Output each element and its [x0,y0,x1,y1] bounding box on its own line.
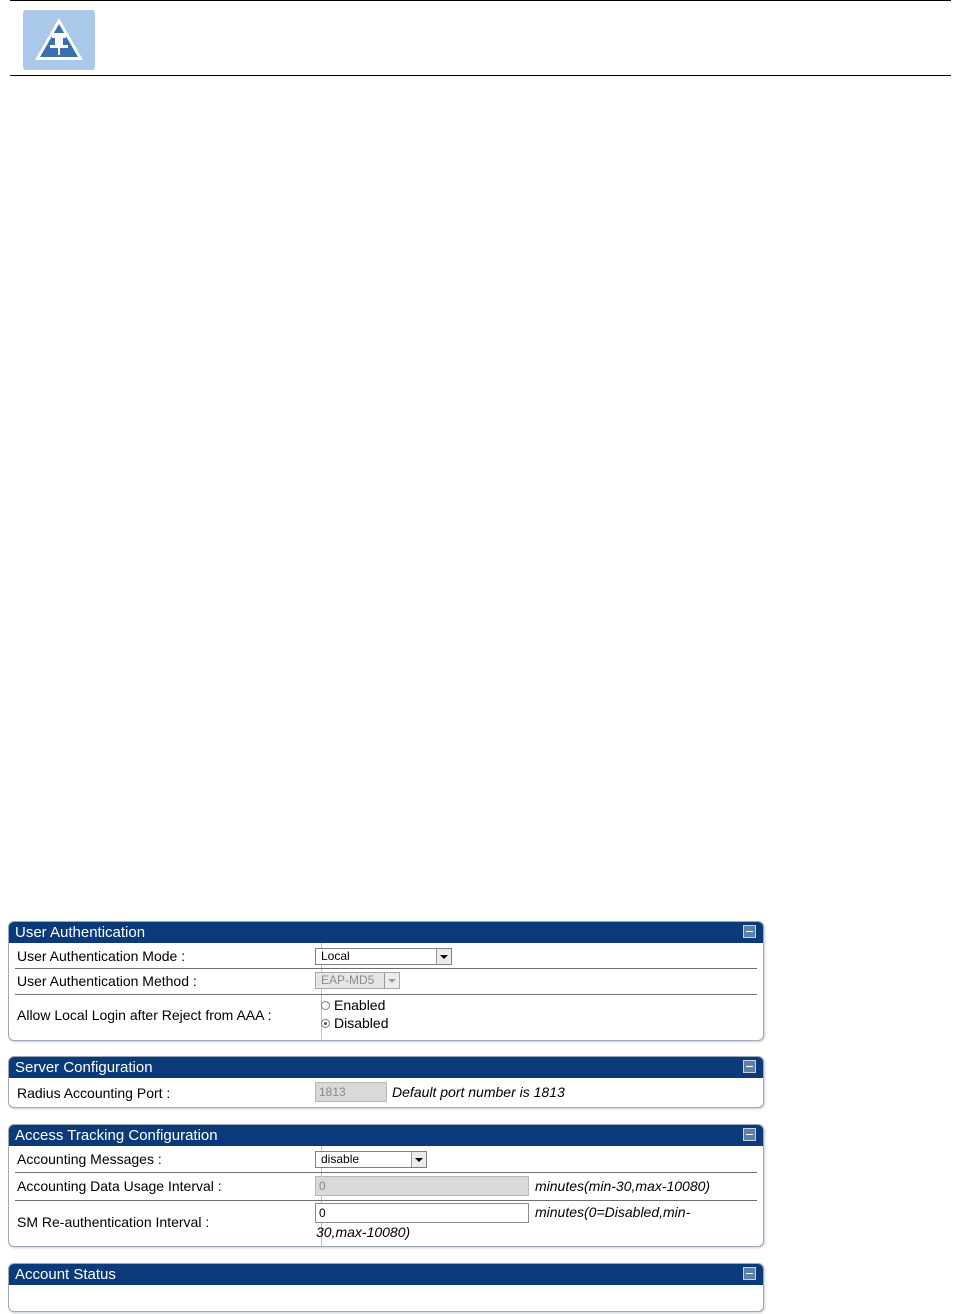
collapse-icon[interactable] [743,1128,756,1141]
radio-enabled-label: Enabled [334,997,386,1013]
panel-title: Access Tracking Configuration [15,1127,218,1144]
reauth-interval-hint-cont: 30,max-10080) [316,1224,411,1240]
accounting-messages-value: disable [321,1152,360,1166]
chevron-down-icon [411,1152,426,1167]
accounting-messages-label: Accounting Messages : [17,1151,162,1167]
account-status-panel [8,1263,764,1312]
panel-title: Account Status [15,1266,116,1283]
radio-enabled[interactable] [321,997,385,1013]
user-authentication-panel [8,921,764,1041]
auth-method-row [15,969,757,995]
usage-interval-label: Accounting Data Usage Interval : [17,1178,222,1194]
radius-port-value: 1813 [319,1085,346,1099]
radio-disabled[interactable] [321,1015,388,1031]
usage-interval-row [15,1173,757,1201]
collapse-icon[interactable] [743,925,756,938]
radius-port-row [15,1078,757,1104]
panel-title: Server Configuration [15,1059,153,1076]
auth-mode-label: User Authentication Mode : [17,948,186,964]
allow-local-login-row [15,995,757,1041]
collapse-icon[interactable] [743,1060,756,1073]
panel-title: User Authentication [15,924,146,941]
server-configuration-panel [8,1056,764,1108]
usage-interval-input[interactable] [315,1176,529,1196]
note-header [10,0,951,76]
reauth-interval-input[interactable] [315,1203,529,1223]
radio-dot [321,1001,330,1010]
reauth-interval-label: SM Re-authentication Interval : [17,1214,210,1230]
auth-method-label: User Authentication Method : [17,973,197,989]
auth-method-value: EAP-MD5 [321,973,375,987]
pushpin-icon [23,10,95,70]
usage-interval-value: 0 [319,1179,326,1193]
radio-dot-selected [321,1019,330,1028]
auth-mode-select[interactable] [315,948,452,965]
access-tracking-panel [8,1124,764,1247]
chevron-down-icon [436,949,451,964]
reauth-interval-row [15,1201,757,1247]
panel-header [9,1264,763,1285]
radius-port-input[interactable] [315,1082,387,1102]
radio-disabled-label: Disabled [334,1015,389,1031]
panel-header [9,1057,763,1078]
panel-header [9,1125,763,1146]
reauth-interval-value: 0 [319,1206,326,1220]
collapse-icon[interactable] [743,1267,756,1280]
auth-method-select[interactable] [315,972,400,989]
auth-mode-row [15,943,757,969]
chevron-down-icon [384,973,399,988]
usage-interval-hint: minutes(min-30,max-10080) [535,1178,711,1194]
accounting-messages-row [15,1146,757,1173]
panel-header [9,922,763,943]
radius-port-label: Radius Accounting Port : [17,1085,171,1101]
accounting-messages-select[interactable] [315,1151,427,1168]
allow-local-login-label: Allow Local Login after Reject from AAA : [17,1007,272,1023]
auth-mode-value: Local [321,949,350,963]
radius-port-hint: Default port number is 1813 [392,1084,565,1100]
reauth-interval-hint: minutes(0=Disabled,min- [535,1204,691,1220]
